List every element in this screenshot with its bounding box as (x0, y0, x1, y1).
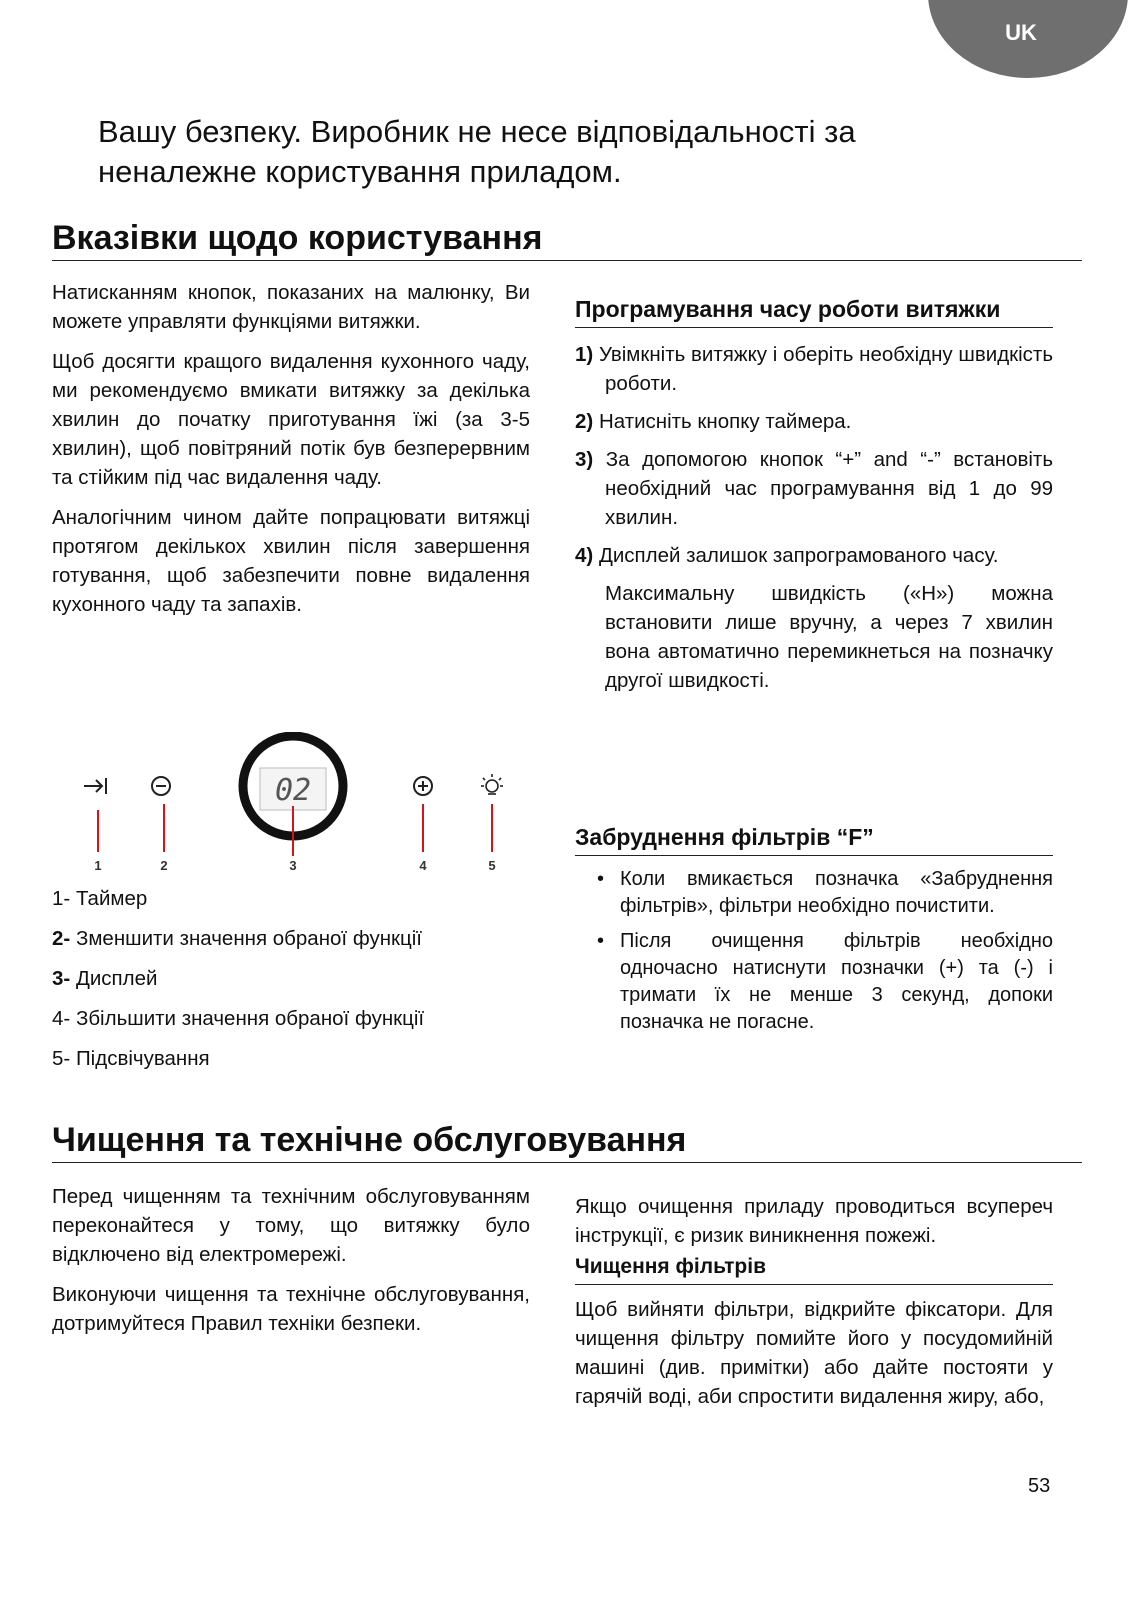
cleaning-right-column (575, 1192, 1053, 1422)
display-value: 02 (274, 773, 312, 808)
step-number: 1) (575, 343, 594, 366)
legend-item (52, 1004, 530, 1033)
light-icon (481, 774, 503, 794)
usage-paragraph: Натисканням кнопок, показаних на малюнку, Ви можете управляти функціями витяжки. (52, 281, 530, 333)
programming-section (575, 294, 1053, 695)
step-number: 4) (575, 544, 594, 567)
cleaning-heading: Чищення та технічне обслуговування (52, 1120, 1082, 1163)
intro-text: Вашу безпеку. Виробник не несе відповідальності за неналежне користування приладом. (98, 114, 856, 189)
panel-label-1: 1 (94, 858, 102, 873)
panel-label-5: 5 (488, 858, 496, 873)
control-panel-diagram (60, 732, 530, 882)
panel-legend (52, 884, 530, 1084)
legend-item (52, 884, 530, 913)
cleaning-warning: Якщо очищення приладу проводиться всупереч інструкції, є ризик виникнення пожежі. (575, 1195, 1053, 1247)
usage-paragraph: Щоб досягти кращого видалення кухонного чаду, ми рекомендуємо вмикати витяжку за декілька хвилин до початку приготування їжі (за 3-5 хвилин), щоб повітряний потік був безперервним та стійким під час видалення чаду. (52, 350, 530, 489)
language-label: UK (1005, 20, 1037, 45)
step-item (575, 340, 1053, 398)
timer-icon (84, 778, 106, 794)
usage-paragraph: Аналогічним чином дайте попрацювати витяжці протягом декількох хвилин після завершення готування, щоб забезпечити повне видалення кухонного чаду та запахів. (52, 506, 530, 616)
legend-text: Підсвічування (75, 1047, 210, 1070)
bullet-text: Після очищення фільтрів необхідно одночасно натиснути позначки (+) та (-) і тримати їх не менше 3 секунд, допоки позначка не погасне. (620, 930, 1053, 1033)
programming-heading: Програмування часу роботи витяжки (575, 294, 1053, 328)
legend-item (52, 924, 530, 953)
cleaning-paragraph: Виконуючи чищення та технічне обслуговування, дотримуйтеся Правил техніки безпеки. (52, 1283, 530, 1335)
filters-dirty-heading: Забруднення фільтрів “F” (575, 822, 1053, 856)
programming-note: Максимальну швидкість («H») можна встановити лише вручну, а через 7 хвилин вона автоматично перемикнеться на позначку другої швидкості. (605, 582, 1053, 692)
legend-number: 2- (52, 927, 71, 950)
step-text: Увімкніть витяжку і оберіть необхідну швидкість роботи. (598, 343, 1053, 395)
plus-icon (414, 777, 432, 795)
step-number: 3) (575, 448, 594, 471)
usage-left-column (52, 278, 530, 630)
step-item (575, 407, 1053, 436)
bullet-item (575, 928, 1053, 1036)
legend-number: 4- (52, 1007, 71, 1030)
bullet-text: Коли вмикається позначка «Забруднення фільтрів», фільтри необхідно почистити. (620, 868, 1053, 917)
bullet-dot: • (597, 868, 605, 890)
panel-label-2: 2 (160, 858, 168, 873)
legend-number: 1- (52, 887, 71, 910)
legend-number: 3- (52, 967, 71, 990)
panel-label-3: 3 (289, 858, 297, 873)
filters-dirty-section (575, 822, 1053, 1044)
bullet-item (575, 866, 1053, 920)
cleaning-paragraph: Перед чищенням та технічним обслуговуванням переконайтеся у тому, що витяжку було відключено від електромережі. (52, 1185, 530, 1266)
legend-item (52, 964, 530, 993)
minus-icon (152, 777, 170, 795)
filters-cleaning-heading: Чищення фільтрів (575, 1252, 1053, 1285)
step-item (575, 445, 1053, 532)
legend-text: Збільшити значення обраної функції (75, 1007, 425, 1030)
step-item (575, 541, 1053, 570)
step-text: Дисплей залишок запрограмованого часу. (598, 544, 999, 567)
legend-item (52, 1044, 530, 1073)
page-number: 53 (1028, 1475, 1051, 1497)
legend-text: Таймер (75, 887, 148, 910)
panel-label-4: 4 (419, 858, 427, 873)
legend-text: Зменшити значення обраної функції (75, 927, 422, 950)
step-text: Натисніть кнопку таймера. (598, 410, 852, 433)
step-text: За допомогою кнопок “+” and “-” встановіть необхідний час програмування від 1 до 99 хвилин. (605, 448, 1054, 529)
bullet-dot: • (597, 930, 605, 952)
cleaning-left-column (52, 1182, 530, 1349)
legend-number: 5- (52, 1047, 71, 1070)
filters-cleaning-text: Щоб вийняти фільтри, відкрийте фіксатори. Для чищення фільтру помийте його у посудомийній машині (див. примітки) або дайте постояти у гарячій воді, аби спростити видалення жиру, або, (575, 1298, 1053, 1408)
step-number: 2) (575, 410, 594, 433)
usage-heading: Вказівки щодо користування (52, 218, 1082, 261)
legend-text: Дисплей (75, 967, 158, 990)
